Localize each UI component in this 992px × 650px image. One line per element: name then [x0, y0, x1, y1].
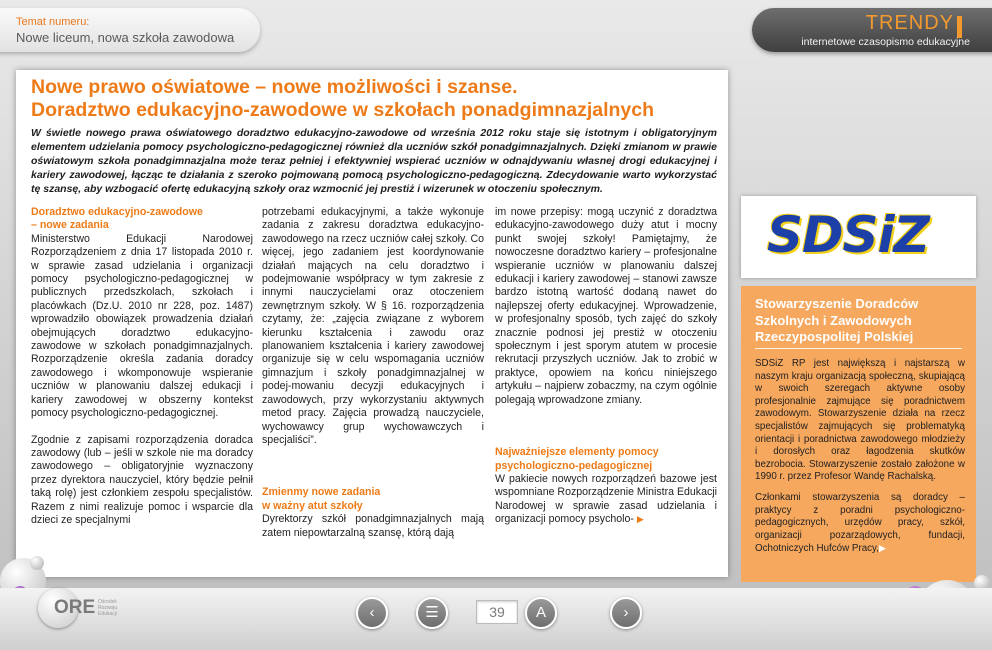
ore-logo-text: ORE	[54, 597, 96, 618]
section-heading: Najważniejsze elementy pomocy	[495, 446, 659, 459]
article-title-line2: Doradztwo edukacyjno-zawodowe w szkołach ponadgimnazjalnych	[31, 99, 655, 121]
article-page	[16, 70, 728, 577]
prev-page-button[interactable]	[356, 597, 388, 629]
article-column-2	[262, 206, 484, 540]
menu-icon: ☰	[425, 604, 439, 621]
article-column-1	[31, 206, 253, 527]
page-number: 39	[476, 600, 518, 624]
text-button[interactable]	[525, 597, 557, 629]
paragraph: im nowe przepisy: mogą uczynić z doradztwa edukacyjno-zawodowego duży atut i mocny punkt swojej szkoły! Pamiętajmy, że nowoczesne doradztwo kariery – profesjonalne wspieranie uczniów w planowaniu dalszej edukacji i kariery zawodowej – stanowi zawsze bardzo istotną wartość dodaną nawet do najlepszej oferty edukacyjnej. Wprowadzenie, w profesjonalny sposób, tych zajęć do szkoły znacznie podnosi jej prestiż w otoczeniu społecznym i jest sporym atutem w procesie rekrutacji przyszłych uczniów. Jak to zrobić w praktyce, opowiem na końcu niniejszego artykułu – najpierw zobaczmy, na czym ogólnie polegają wprowadzone zmiany.	[495, 206, 717, 406]
section-heading-line2: psychologiczno-pedagogicznej	[495, 459, 653, 472]
section-heading-line2: – nowe zadania	[31, 219, 109, 232]
brand-subtitle: internetowe czasopismo edukacyjne	[801, 36, 970, 48]
paragraph: potrzebami edukacyjnymi, a także wykonuje zadania z zakresu doradztwa edukacyjno-zawodowego na rzecz uczniów całej szkoły. Co więcej, jego zadaniem jest koordynowanie działań mających na celu doradztwo i podejmowanie współpracy w tym zakresie z innymi nauczycielami oraz otoczeniem zewnętrznym szkoły. W § 16. rozporządzenia czytamy, że: „zajęcia związane z wyborem kierunku kształcenia i zawodu oraz planowaniem kształcenia i kariery zawodowej organizuje się w celu wspomagania uczniów gimnazjum i szkoły ponadgimnazjalnej w podej-mowaniu decyzji edukacyjnych i zawodowych, przy wykorzystaniu aktywnych metod pracy. Zajęcia prowadzą nauczyciele, wychowawcy grup wychowawczych i specjaliści”.	[262, 206, 484, 446]
letter-a-icon: A	[535, 604, 546, 621]
article-column-3	[495, 206, 717, 527]
paragraph-text: W pakiecie nowych rozporządzeń bazowe jest wspomniane Rozporządzenie Ministra Edukacji Narodowej w sprawie zasad udzielania i organizacji pomocy psycholo-	[495, 472, 717, 526]
chevron-right-icon: ›	[623, 604, 629, 621]
divider	[755, 348, 962, 349]
paragraph: Dyrektorzy szkół ponadgimnazjalnych mają zatem niepowtarzalną szansę, którą dają	[262, 513, 484, 539]
next-page-button[interactable]	[610, 597, 642, 629]
org-title: Stowarzyszenie Doradców Szkolnych i Zawodowych Rzeczypospolitej Polskiej	[755, 296, 919, 344]
decorative-orb	[30, 556, 44, 570]
continue-arrow-icon[interactable]: ▶	[636, 514, 644, 525]
brand-name: TRENDY	[865, 12, 954, 34]
topic-title: Nowe liceum, nowa szkoła zawodowa	[16, 30, 235, 45]
article-title	[31, 76, 721, 122]
continue-arrow-icon[interactable]: ▶	[878, 543, 886, 554]
sdsiz-logo: SDSiZ	[767, 206, 929, 264]
paragraph: SDSiZ RP jest największą i najstarszą w naszym kraju organizacją społeczną, skupiającą w swoich szeregach aktywne osoby profesjonalnie zajmujące się poradnictwem zawodowym. Stowarzyszenie działa na rzecz specjalistów zajmujących się problematyką orientacji i poradnictwa zawodowego młodzieży i dorosłych oraz łagodzenia skutków bezrobocia. Stowarzyszenie zostało założone w 1990 r. przez Profesor Wandę Rachalską.	[755, 358, 965, 483]
article-lead: W świetle nowego prawa oświatowego doradztwo edukacyjno-zawodowe od września 2012 roku staje się istotnym i obligatoryjnym elementem udzielania pomocy psychologiczno-pedagogicznej również dla uczniów szkół ponadgimnazjalnych. Dzięki zmianom w prawie oświatowym szkoła ponadgimnazjalna może teraz pełniej i efektywniej wspierać uczniów w odnajdywaniu własnej drogi edukacyjnej i kariery zawodowej, łącząc te działania z szeroko pojmowaną pomocą psychologiczno-pedagogiczną. Zdecydowanie warto wykorzystać tę szansę, aby wzbogacić ofertę edukacyjną szkoły oraz wzmocnić jej prestiż i wizerunek w otoczeniu społecznym.	[31, 127, 717, 195]
topic-label: Temat numeru:	[16, 16, 90, 28]
article-title-line1: Nowe prawo oświatowe – nowe możliwości i szanse.	[31, 76, 518, 98]
section-heading-line2: w ważny atut szkoły	[262, 499, 363, 512]
org-info-box	[741, 286, 976, 582]
sidebar	[741, 196, 976, 582]
paragraph	[495, 473, 717, 527]
brand-bar	[957, 16, 962, 38]
paragraph: Zgodnie z zapisami rozporządzenia doradca zawodowy (lub – jeśli w szkole nie ma doradcy zawodowego – obligatoryjnie wyznaczony przez dyrektora nauczyciel, który będzie pełnił taką rolę) jest członkiem zespołu specjalistów. Razem z nimi realizuje pomoc i wsparcie dla dzieci ze specjalnymi	[31, 433, 253, 526]
chevron-left-icon: ‹	[369, 604, 375, 621]
section-heading: Zmienmy nowe zadania	[262, 486, 381, 499]
paragraph: Ministerstwo Edukacji Narodowej Rozporządzeniem z dnia 17 listopada 2010 r. w sprawie zasad udzielania i organizacji pomocy psychologiczno-pedagogicznej w publicznych przedszkolach, szkołach i placówkach (Dz.U. 2010 nr 228, poz. 1487) wprowadziło obowiązek prowadzenia działań obejmujących doradztwo edukacyjno-zawodowe w szkołach ponadgimnazjalnych. Rozporządzenie określa zadania doradcy zawodowego i wkomponowuje wspieranie uczniów w planowaniu dalszej edukacji i kariery zawodowej w obszerny kontekst pomocy psychologiczno-pedagogicznej.	[31, 232, 253, 420]
paragraph	[755, 492, 965, 556]
paragraph-text: Członkami stowarzyszenia są doradcy – praktycy z poradni psychologiczno-pedagogicznych, urzędów pracy, szkół, organizacji pozarządowych, fundacji, Ochotniczych Hufców Pracy,	[755, 491, 965, 555]
ore-logo	[38, 588, 128, 628]
section-heading: Doradztwo edukacyjno-zawodowe	[31, 206, 203, 218]
org-description	[755, 358, 965, 564]
menu-button[interactable]	[416, 597, 448, 629]
ore-logo-subtitle: Ośrodek Rozwoju Edukacji	[98, 599, 118, 617]
sdsiz-logo-box	[741, 196, 976, 278]
